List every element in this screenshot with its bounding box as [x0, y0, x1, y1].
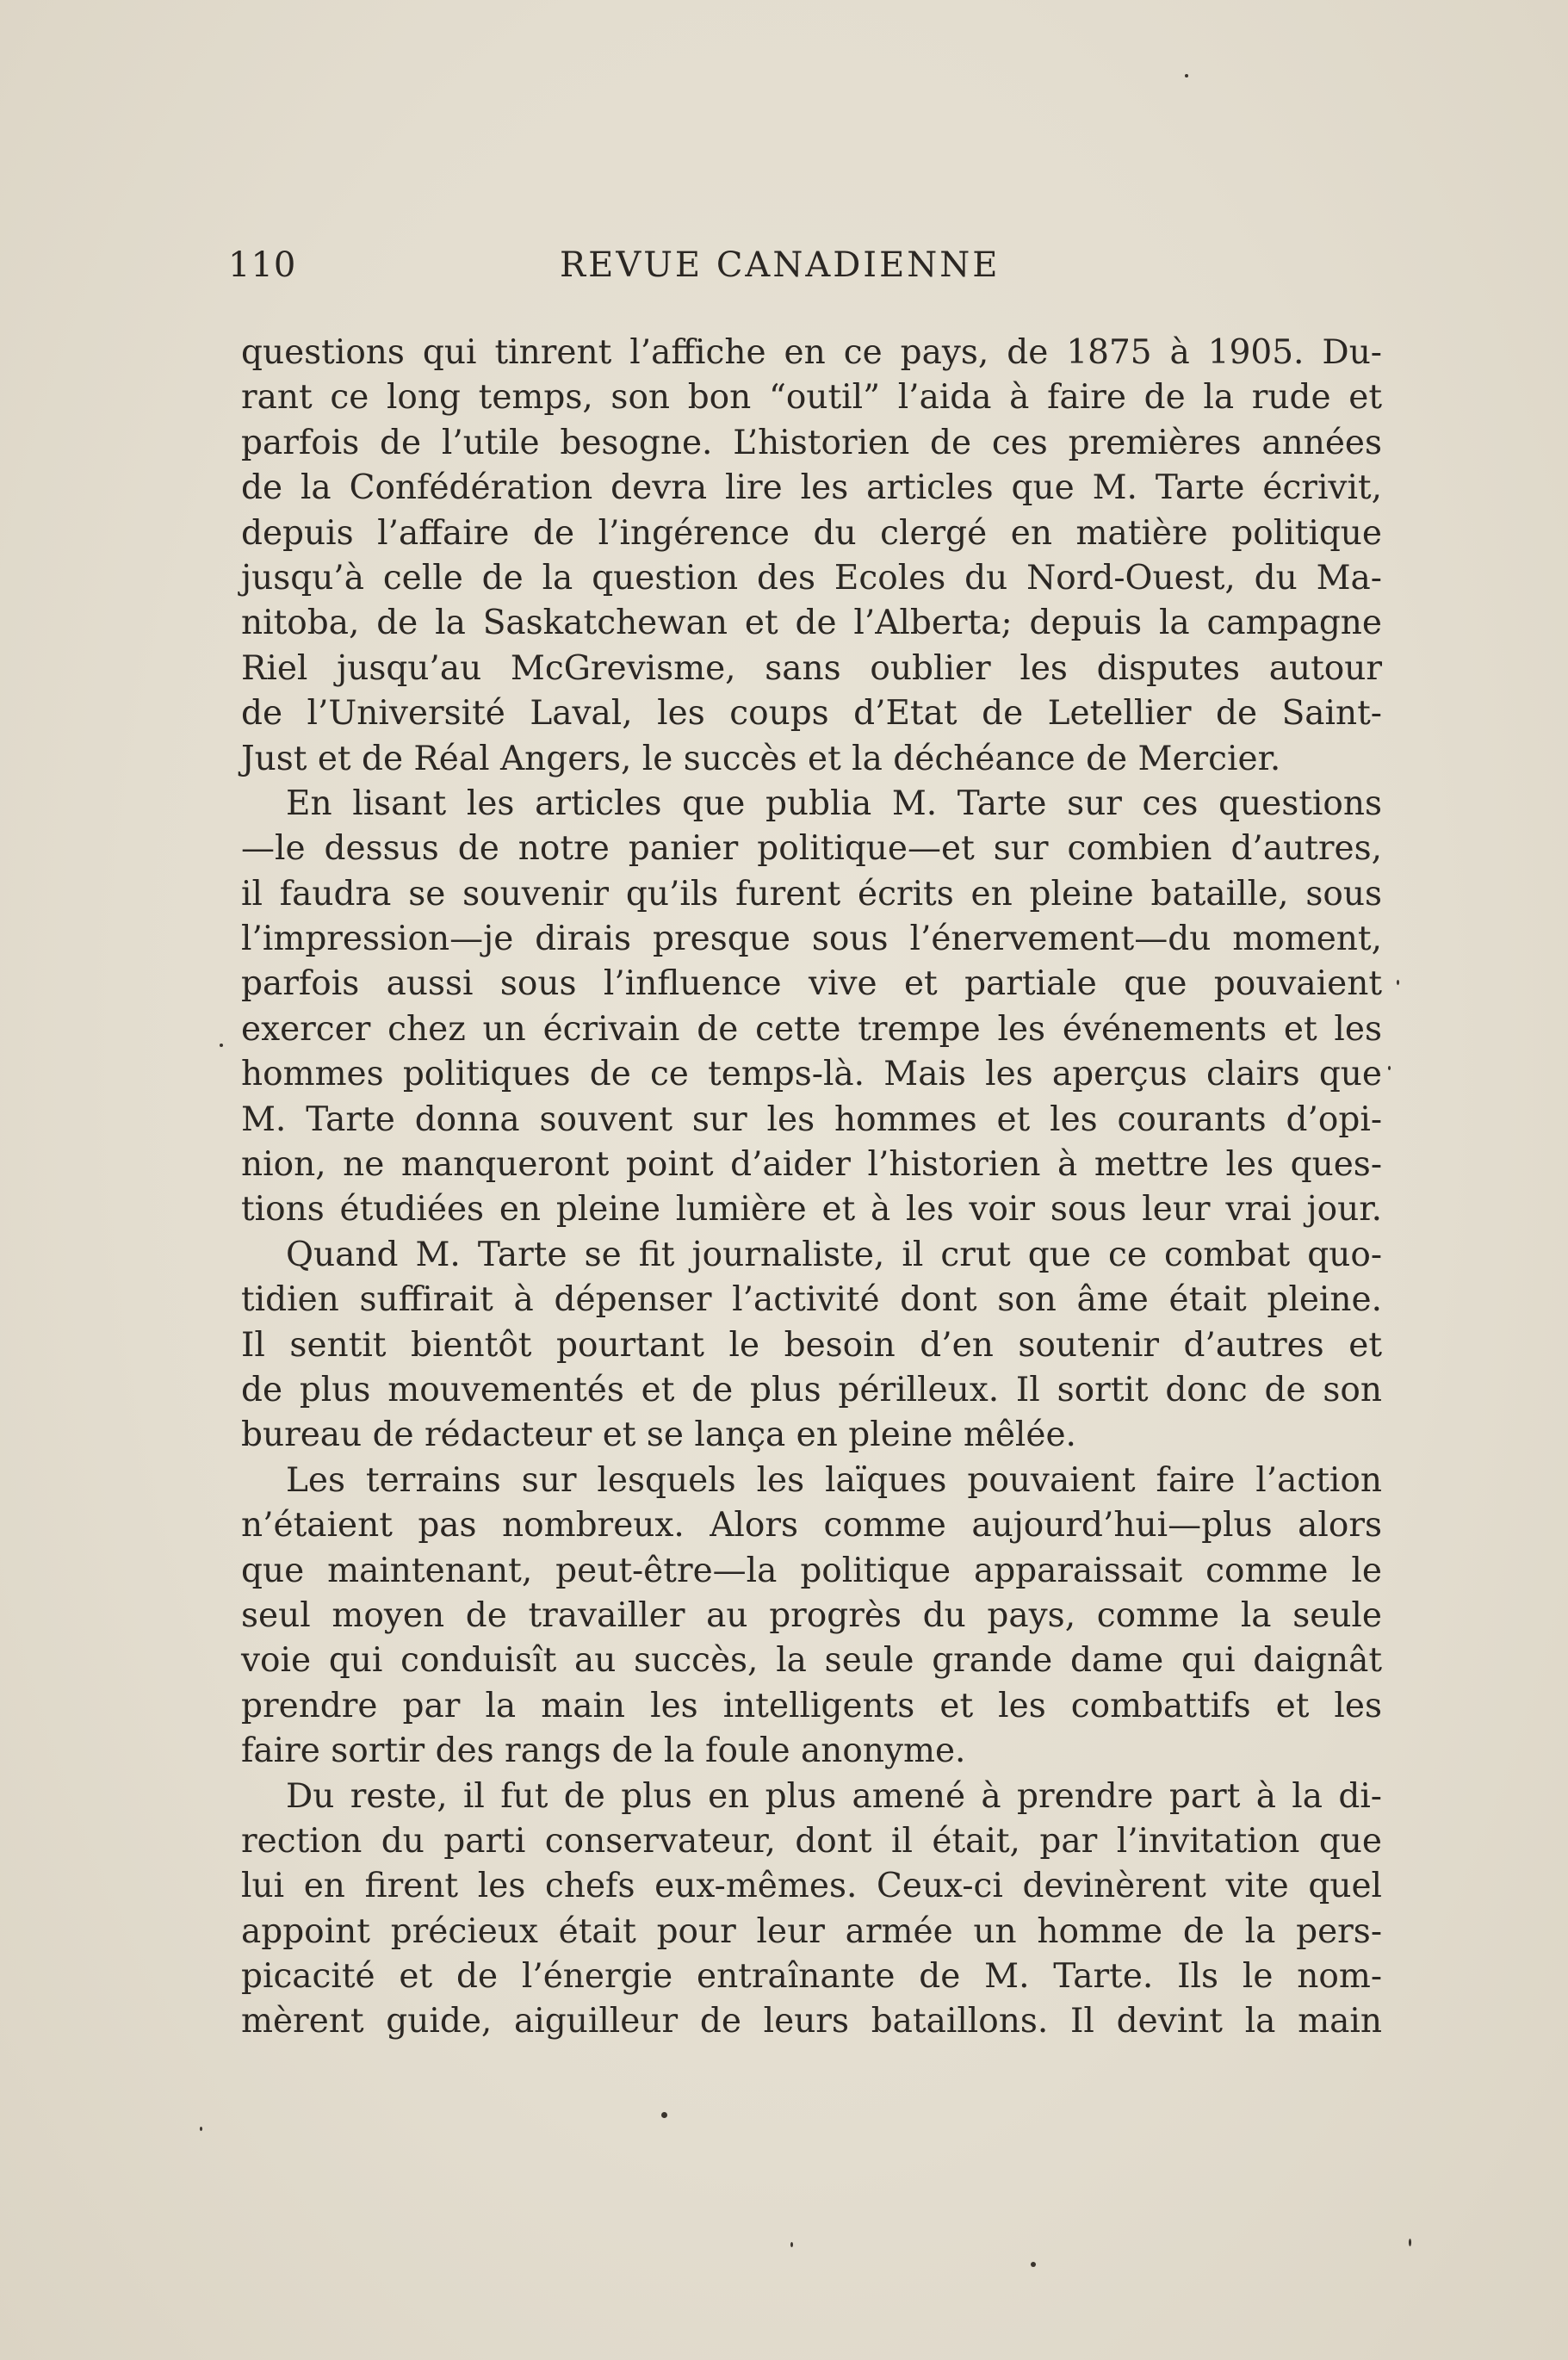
- text-line: parfois de l’utile besogne. L’historien de ces premières années: [241, 423, 1382, 462]
- text-line: de l’Université Laval, les coups d’Etat de Letellier de Saint-: [241, 694, 1382, 734]
- speck: [1031, 2262, 1036, 2267]
- text-line: depuis l’affaire de l’ingérence du clergé en matière politique: [241, 513, 1382, 553]
- text-line: tidien suffirait à dépenser l’activité dont son âme était pleine.: [241, 1280, 1382, 1320]
- text-line: voie qui conduisît au succès, la seule grande dame qui daignât: [241, 1641, 1382, 1681]
- text-line: nion, ne manqueront point d’aider l’historien à mettre les ques-: [241, 1145, 1382, 1185]
- text-line: de la Confédération devra lire les articles que M. Tarte écrivit,: [241, 468, 1382, 508]
- text-line: Just et de Réal Angers, le succès et la déchéance de Mercier.: [241, 739, 1281, 778]
- text-line: questions qui tinrent l’affiche en ce pays, de 1875 à 1905. Du-: [241, 333, 1382, 372]
- text-line: bureau de rédacteur et se lança en pleine mêlée.: [241, 1415, 1076, 1455]
- page-header: [228, 245, 1038, 297]
- text-line: rant ce long temps, son bon “outil” l’aida à faire de la rude et: [241, 378, 1382, 418]
- text-line: seul moyen de travailler au progrès du pays, comme la seule: [241, 1595, 1382, 1635]
- text-line: Du reste, il fut de plus en plus amené à prendre part à la di-: [286, 1776, 1382, 1816]
- text-line: de plus mouvementés et de plus périlleux. Il sortit donc de son: [241, 1370, 1382, 1409]
- text-line: exercer chez un écrivain de cette trempe les événements et les: [241, 1009, 1382, 1049]
- speck: [220, 1044, 223, 1047]
- speck: [1409, 2239, 1411, 2246]
- speck: [661, 2112, 667, 2118]
- speck: [1388, 1066, 1391, 1070]
- text-line: M. Tarte donna souvent sur les hommes et les courants d’opi-: [241, 1099, 1382, 1139]
- text-line: Les terrains sur lesquels les laïques pouvaient faire l’action: [286, 1460, 1382, 1500]
- text-line: En lisant les articles que publia M. Tarte sur ces questions: [286, 784, 1382, 823]
- text-line: jusqu’à celle de la question des Ecoles du Nord-Ouest, du Ma-: [241, 558, 1382, 598]
- text-line: n’étaient pas nombreux. Alors comme aujourd’hui—plus alors: [241, 1506, 1382, 1545]
- text-line: nitoba, de la Saskatchewan et de l’Alberta; depuis la campagne: [241, 604, 1382, 643]
- text-line: tions étudiées en pleine lumière et à les voir sous leur vrai jour.: [241, 1190, 1382, 1230]
- text-line: l’impression—je dirais presque sous l’énervement—du moment,: [241, 920, 1382, 959]
- text-line: —le dessus de notre panier politique—et sur combien d’autres,: [241, 829, 1382, 869]
- speck: [1185, 74, 1188, 77]
- speck: [1397, 980, 1399, 985]
- text-line: appoint précieux était pour leur armée un homme de la pers-: [241, 1911, 1382, 1951]
- text-line: faire sortir des rangs de la foule anonyme.: [241, 1731, 966, 1771]
- speck: [200, 2127, 202, 2131]
- text-line: prendre par la main les intelligents et les combattifs et les: [241, 1686, 1382, 1725]
- text-line: picacité et de l’énergie entraînante de M. Tarte. Ils le nom-: [241, 1957, 1382, 1997]
- text-line: mèrent guide, aiguilleur de leurs bataillons. Il devint la main: [241, 2002, 1382, 2041]
- text-line: il faudra se souvenir qu’ils furent écrits en pleine bataille, sous: [241, 874, 1382, 914]
- text-line: lui en firent les chefs eux-mêmes. Ceux-ci devinèrent vite quel: [241, 1867, 1382, 1906]
- text-line: hommes politiques de ce temps-là. Mais les aperçus clairs que: [241, 1055, 1382, 1094]
- running-title: REVUE CANADIENNE: [560, 245, 1001, 285]
- speck: [790, 2242, 793, 2247]
- text-line: rection du parti conservateur, dont il était, par l’invitation que: [241, 1821, 1382, 1861]
- text-line: Quand M. Tarte se fit journaliste, il crut que ce combat quo-: [286, 1235, 1382, 1274]
- text-line: Il sentit bientôt pourtant le besoin d’en soutenir d’autres et: [241, 1325, 1382, 1365]
- text-line: que maintenant, peut-être—la politique apparaissait comme le: [241, 1551, 1382, 1590]
- text-line: parfois aussi sous l’influence vive et partiale que pouvaient: [241, 964, 1382, 1004]
- text-line: Riel jusqu’au McGrevisme, sans oublier les disputes autour: [241, 648, 1382, 688]
- body-text: [241, 331, 1382, 2045]
- page-number: 110: [228, 245, 297, 285]
